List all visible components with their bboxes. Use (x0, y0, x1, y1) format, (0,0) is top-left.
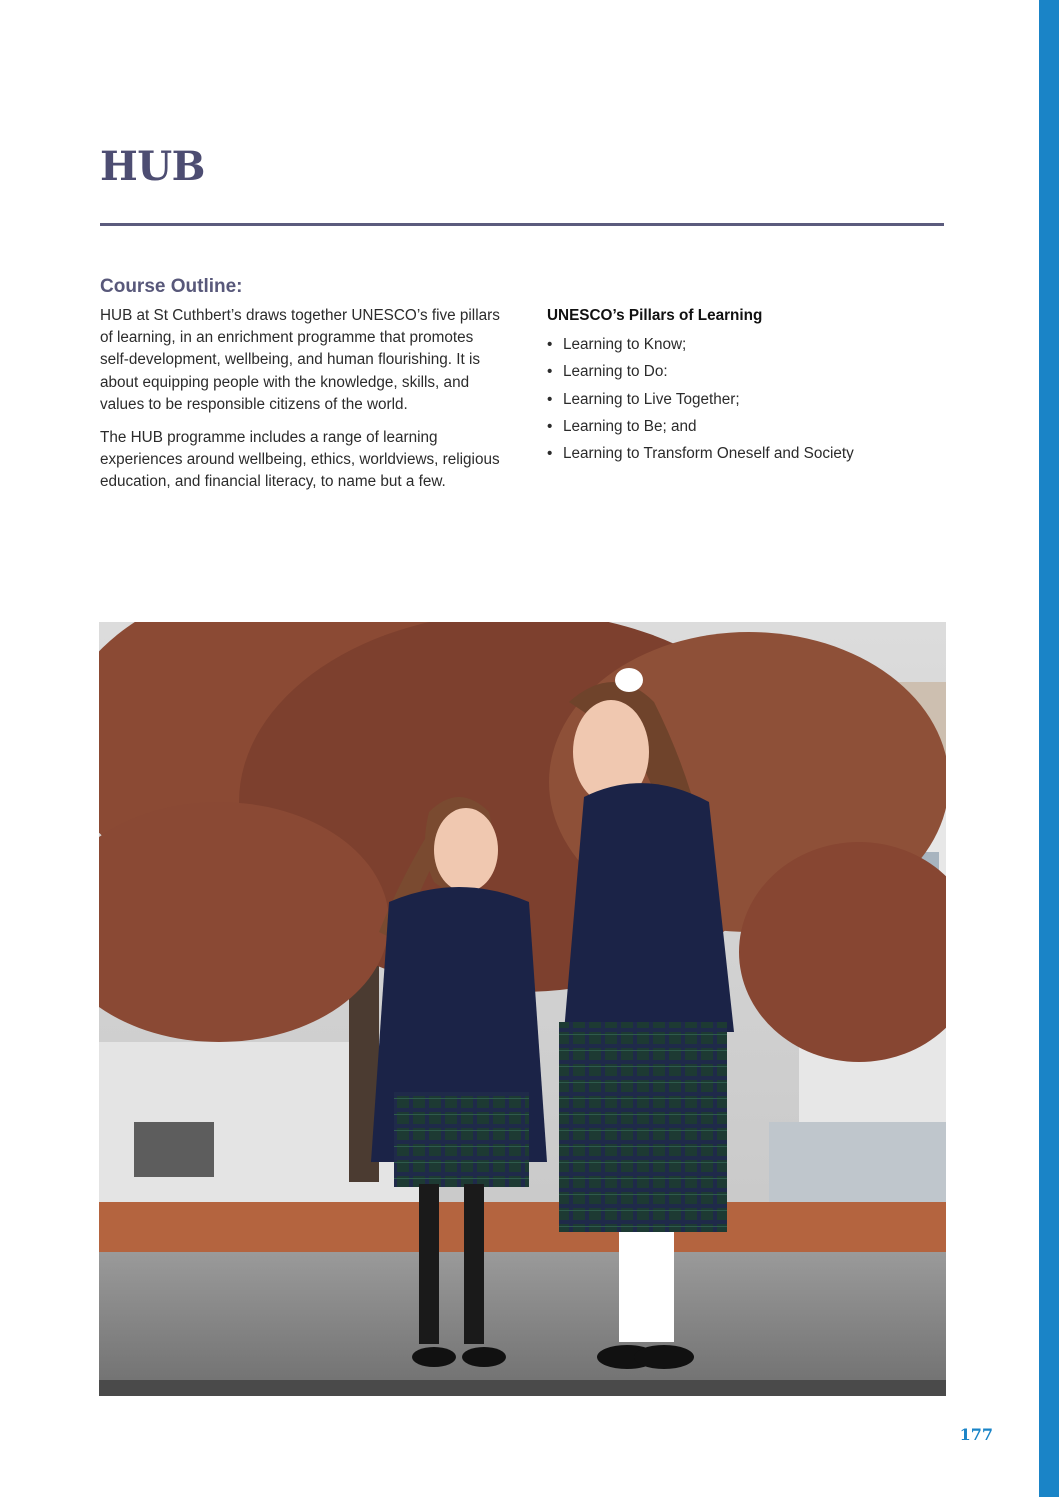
pillar-item (547, 334, 967, 356)
pillar-item (547, 361, 967, 383)
pillar-label: Learning to Do: (563, 363, 668, 381)
pillars-heading: UNESCO’s Pillars of Learning (547, 307, 763, 324)
pillar-item (547, 389, 967, 411)
pillar-label: Learning to Be; and (563, 417, 697, 435)
pillar-item (547, 443, 967, 465)
bullet-icon: • (547, 363, 553, 381)
course-outline-heading: Course Outline: (100, 276, 243, 297)
course-outline-body (100, 305, 500, 505)
page-title: HUB (100, 143, 205, 190)
bullet-icon: • (547, 417, 553, 435)
students-photo (99, 622, 946, 1396)
pillar-label: Learning to Live Together; (563, 390, 740, 408)
students-photo-illustration (99, 622, 946, 1396)
pillar-item (547, 416, 967, 438)
side-accent-bar (1039, 0, 1059, 1497)
page-number: 177 (959, 1425, 993, 1444)
pillars-section (547, 305, 967, 470)
pillar-label: Learning to Transform Oneself and Society (563, 445, 854, 463)
title-divider (100, 223, 944, 226)
course-outline-paragraph: HUB at St Cuthbert’s draws together UNESCO’s five pillars of learning, in an enrichment programme that promotes self-development, wellbeing, and human flourishing. It is about equipping people with the knowledge, skills, and values to be responsible citizens of the world. (100, 307, 500, 413)
bullet-icon: • (547, 336, 553, 353)
bullet-icon: • (547, 445, 553, 463)
pillar-label: Learning to Know; (563, 336, 687, 353)
pillars-list (547, 334, 967, 465)
bullet-icon: • (547, 390, 553, 408)
course-outline-paragraph: The HUB programme includes a range of learning experiences around wellbeing, ethics, worldviews, religious education, and financial literacy, to name but a few. (100, 429, 500, 491)
